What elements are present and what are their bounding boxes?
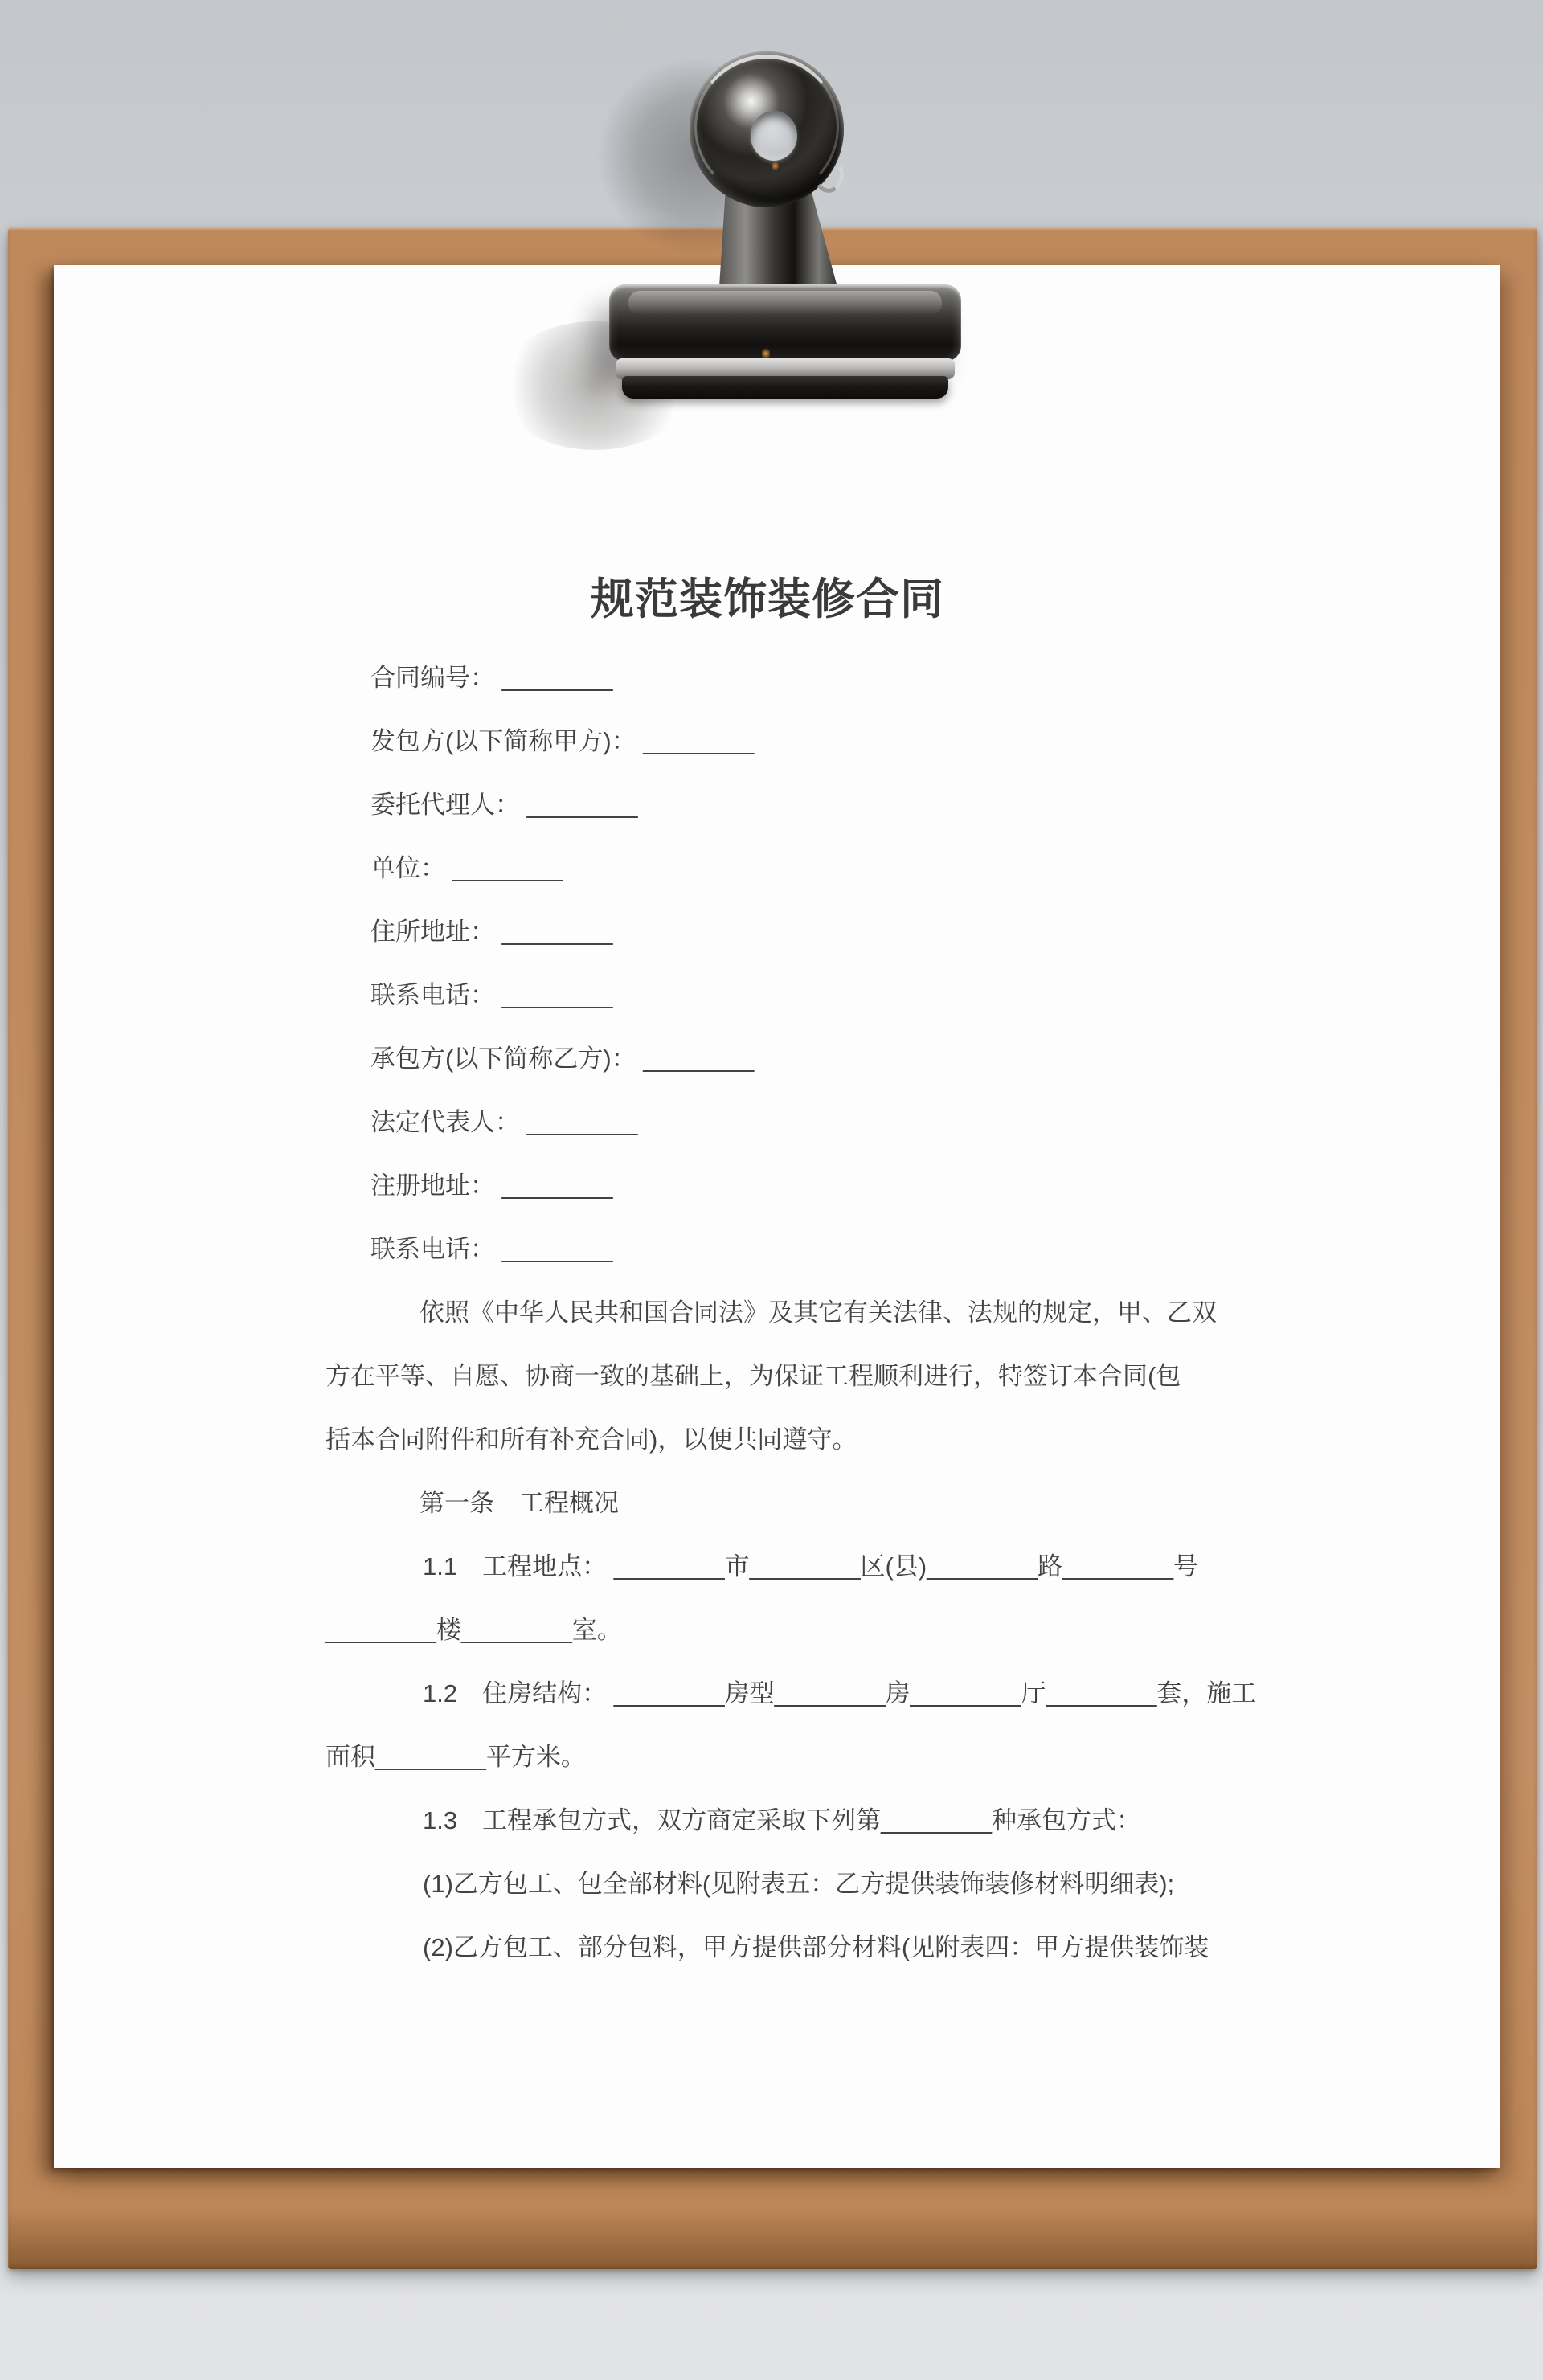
clause-1-1-line-2: ________楼________室。 bbox=[325, 1616, 622, 1644]
clip-glint bbox=[772, 161, 779, 171]
contract-paper bbox=[54, 265, 1500, 2168]
field-unit: 单位： ________ bbox=[370, 854, 563, 882]
field-legal-rep: 法定代表人： ________ bbox=[370, 1108, 638, 1136]
binder-clip-jaw bbox=[622, 376, 948, 399]
field-phone-b: 联系电话： ________ bbox=[370, 1235, 613, 1263]
clause-1-2-line-2: 面积________平方米。 bbox=[325, 1743, 586, 1771]
binder-clip-hole bbox=[751, 111, 797, 161]
field-agent: 委托代理人： ________ bbox=[370, 791, 638, 819]
option-2: (2)乙方包工、部分包料，甲方提供部分材料(见附表四：甲方提供装饰装 bbox=[423, 1933, 1209, 1961]
clause-1-3: 1.3 工程承包方式，双方商定采取下列第________种承包方式： bbox=[423, 1806, 1142, 1834]
clause-1-2-line-1: 1.2 住房结构： ________房型________房________厅________套，施工 bbox=[423, 1679, 1257, 1707]
preamble-line-1: 依照《中华人民共和国合同法》及其它有关法律、法规的规定，甲、乙双 bbox=[420, 1298, 1217, 1327]
field-phone-a: 联系电话： ________ bbox=[370, 981, 613, 1009]
field-contract-number: 合同编号： ________ bbox=[370, 664, 613, 692]
field-contractor: 承包方(以下简称乙方)： ________ bbox=[370, 1045, 755, 1073]
binder-clip-bar bbox=[609, 284, 961, 362]
preamble-line-3: 括本合同附件和所有补充合同)，以便共同遵守。 bbox=[325, 1425, 857, 1454]
clause-1-1-line-1: 1.1 工程地点： ________市________区(县)________路________号 bbox=[423, 1552, 1199, 1581]
preamble-line-2: 方在平等、自愿、协商一致的基础上，为保证工程顺利进行，特签订本合同(包 bbox=[325, 1362, 1181, 1390]
option-1: (1)乙方包工、包全部材料(见附表五：乙方提供装饰装修材料明细表); bbox=[423, 1870, 1175, 1898]
field-employer: 发包方(以下简称甲方)： ________ bbox=[370, 727, 755, 755]
field-reg-address: 注册地址： ________ bbox=[370, 1172, 613, 1200]
field-address: 住所地址： ________ bbox=[370, 918, 613, 946]
contract-content bbox=[325, 575, 1257, 1979]
page-title: 规范装饰装修合同 bbox=[591, 575, 944, 624]
article-1-heading: 第一条 工程概况 bbox=[420, 1489, 619, 1517]
